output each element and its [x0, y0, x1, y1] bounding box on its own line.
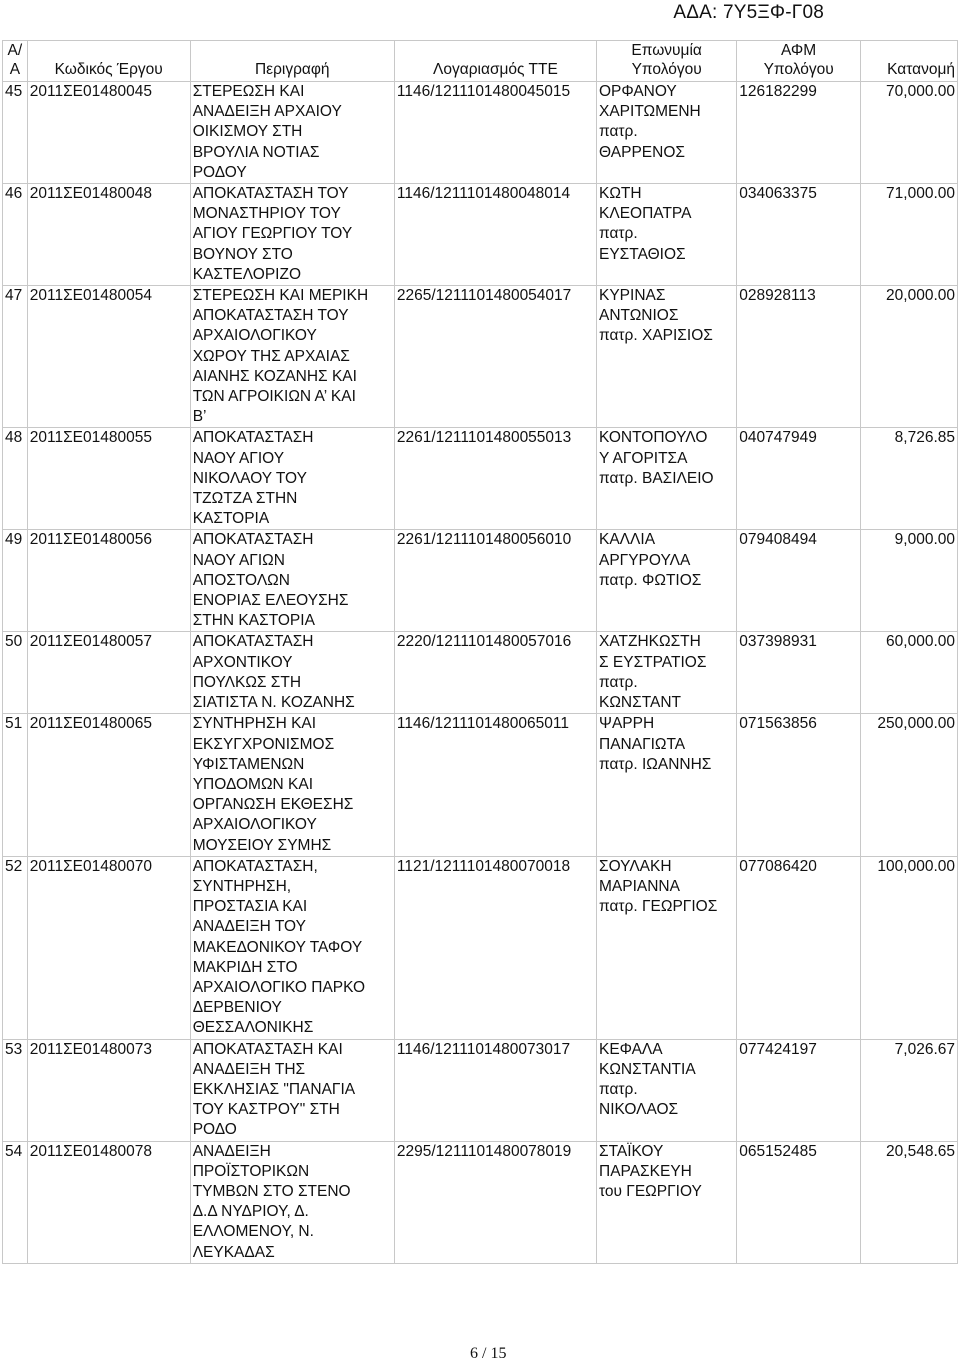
project-description [190, 428, 394, 530]
row-number: 54 [3, 1141, 28, 1263]
accountable-afm: 028928113 [737, 286, 861, 428]
project-description-line: ΘΕΣΣΑΛΟΝΙΚΗΣ [192, 1019, 314, 1037]
accountable-name-line: Υ ΑΓΟΡΙΤΣΑ [599, 449, 688, 467]
header-row [3, 41, 958, 82]
accountable-name-line: πατρ. ΒΑΣΙΛΕΙΟ [599, 469, 714, 487]
project-description-line: ΝΑΟΥ ΑΓΙΟΥ [192, 449, 285, 467]
accountable-name-line: ΚΛΕΟΠΑΤΡΑ [599, 205, 692, 223]
accountable-name-line: του ΓΕΩΡΓΙΟΥ [599, 1182, 702, 1200]
project-description-line: ΟΙΚΙΣΜΟΥ ΣΤΗ [192, 123, 303, 141]
accountable-name-line: ΠΑΝΑΓΙΩΤΑ [599, 735, 686, 753]
project-description-line: ΕΝΟΡΙΑΣ ΕΛΕΟΥΣΗΣ [192, 592, 349, 610]
accountable-name-line: πατρ. [599, 225, 638, 243]
accountable-name-line: πατρ. ΦΩΤΙΟΣ [599, 571, 702, 589]
accountable-afm: 040747949 [737, 428, 861, 530]
project-code: 2011ΣΕ01480057 [27, 632, 190, 714]
project-description-line: ΔΕΡΒΕΝΙΟΥ [192, 999, 282, 1017]
accountable-name [597, 428, 737, 530]
accountable-name-line: ΚΩΤΗ [599, 185, 642, 203]
accountable-name-line: πατρ. [599, 673, 638, 691]
accountable-name-line: πατρ. [599, 123, 638, 141]
project-code: 2011ΣΕ01480054 [27, 286, 190, 428]
accountable-name-line: ΑΝΤΩΝΙΟΣ [599, 307, 679, 325]
project-description-line: ΠΡΟΪΣΤΟΡΙΚΩΝ [192, 1162, 310, 1180]
project-description-line: ΤΟΥ ΚΑΣΤΡΟΥ" ΣΤΗ [192, 1101, 340, 1119]
project-description-line: ΜΟΥΣΕΙΟΥ ΣΥΜΗΣ [192, 836, 332, 854]
accountable-name-line: ΘΑΡΡΕΝΟΣ [599, 143, 685, 161]
project-code: 2011ΣΕ01480048 [27, 184, 190, 286]
accountable-afm: 034063375 [737, 184, 861, 286]
allocation-amount: 250,000.00 [861, 714, 958, 856]
project-description-line: ΑΝΑΔΕΙΞΗ ΤΟΥ [192, 918, 306, 936]
project-description-line: ΑΠΟΚΑΤΑΣΤΑΣΗ ΤΟΥ [192, 185, 349, 203]
accountable-name-line: ΚΑΛΛΙΑ [599, 531, 656, 549]
accountable-name-line: ΧΑΤΖΗΚΩΣΤΗ [599, 633, 701, 651]
project-description-line: ΕΚΚΛΗΣΙΑΣ "ΠΑΝΑΓΙΑ [192, 1080, 356, 1098]
row-number: 48 [3, 428, 28, 530]
accountable-name-line: ΣΟΥΛΑΚΗ [599, 857, 672, 875]
accountable-name-line: ΕΥΣΤΑΘΙΟΣ [599, 245, 686, 263]
accountable-name-line: ΚΩΝΣΤΑΝΤ [599, 694, 682, 712]
table-row [3, 530, 958, 632]
accountable-name-line: ΧΑΡΙΤΩΜΕΝΗ [599, 103, 701, 121]
row-number: 52 [3, 856, 28, 1039]
project-description [190, 1039, 394, 1141]
page-number: 6 / 15 [470, 1345, 507, 1362]
project-description [190, 632, 394, 714]
project-description [190, 1141, 394, 1263]
accountable-name [597, 82, 737, 184]
header-account: Λογαριασμός ΤΤΕ [394, 41, 596, 82]
project-description-line: ΑΠΟΣΤΟΛΩΝ [192, 571, 290, 589]
accountable-name-line: ΚΥΡΙΝΑΣ [599, 287, 666, 305]
project-description [190, 714, 394, 856]
table-row [3, 1039, 958, 1141]
project-description-line: ΕΚΣΥΓΧΡΟΝΙΣΜΟΣ [192, 735, 335, 753]
project-description-line: ΑΠΟΚΑΤΑΣΤΑΣΗ [192, 633, 314, 651]
accountable-name-line: πατρ. ΧΑΡΙΣΙΟΣ [599, 327, 713, 345]
row-number: 46 [3, 184, 28, 286]
row-number: 49 [3, 530, 28, 632]
tte-account: 1146/1211101480048014 [394, 184, 596, 286]
accountable-name [597, 1141, 737, 1263]
accountable-name-line: ΨΑΡΡΗ [599, 715, 655, 733]
accountable-name-line: ΝΙΚΟΛΑΟΣ [599, 1101, 679, 1119]
accountable-afm: 077086420 [737, 856, 861, 1039]
project-description-line: ΣΤΕΡΕΩΣΗ ΚΑΙ [192, 83, 305, 100]
tte-account: 2261/1211101480056010 [394, 530, 596, 632]
row-number: 45 [3, 82, 28, 184]
row-number: 53 [3, 1039, 28, 1141]
table-row [3, 428, 958, 530]
project-code: 2011ΣΕ01480045 [27, 82, 190, 184]
project-description-line: ΑΠΟΚΑΤΑΣΤΑΣΗ [192, 531, 314, 549]
project-description-line: ΕΛΛΟΜΕΝΟΥ, Ν. [192, 1223, 314, 1241]
accountable-name [597, 1039, 737, 1141]
tte-account: 2220/1211101480057016 [394, 632, 596, 714]
project-code: 2011ΣΕ01480070 [27, 856, 190, 1039]
allocation-amount: 20,000.00 [861, 286, 958, 428]
tte-account: 1146/121110148004501​5 [394, 82, 596, 184]
project-description-line: ΑΡΧΑΙΟΛΟΓΙΚΟ ΠΑΡΚΟ [192, 978, 366, 996]
table-row [3, 714, 958, 856]
header-afm [737, 41, 861, 82]
project-code: 2011ΣΕ01480055 [27, 428, 190, 530]
header-name [597, 41, 737, 82]
project-description-line: ΑΠΟΚΑΤΑΣΤΑΣΗ ΤΟΥ [192, 307, 349, 325]
accountable-name [597, 184, 737, 286]
project-description-line: ΚΑΣΤΕΛΟΡΙΖΟ [192, 265, 302, 283]
tte-account: 2261/1211101480055013 [394, 428, 596, 530]
project-description-line: ΝΑΟΥ ΑΓΙΩΝ [192, 551, 285, 569]
project-code: 2011ΣΕ01480078 [27, 1141, 190, 1263]
project-description-line: ΜΑΚΡΙΔΗ ΣΤΟ [192, 958, 298, 976]
project-description-line: ΑΡΧΑΙΟΛΟΓΙΚΟΥ [192, 816, 317, 834]
accountable-name-line: ΚΩΝΣΤΑΝΤΙΑ [599, 1060, 696, 1078]
project-description-line: ΣΤΕΡΕΩΣΗ ΚΑΙ ΜΕΡΙΚΗ [192, 287, 369, 305]
accountable-name-line: ΚΕΦΑΛΑ [599, 1040, 663, 1058]
table-row [3, 1141, 958, 1263]
header-num: Α/Α [3, 41, 28, 82]
accountable-name [597, 856, 737, 1039]
project-description-line: ΑΠΟΚΑΤΑΣΤΑΣΗ ΚΑΙ [192, 1040, 343, 1058]
project-description-line: ΥΠΟΔΟΜΩΝ ΚΑΙ [192, 775, 314, 793]
accountable-afm: 126182299 [737, 82, 861, 184]
accountable-name-line: πατρ. ΓΕΩΡΓΙΟΣ [599, 898, 718, 916]
accountable-name-line: ΚΟΝΤΟΠΟΥΛΟ [599, 429, 708, 447]
project-description-line: ΡΟΔΟ [192, 1121, 237, 1139]
project-description-line: ΜΑΚΕΔΟΝΙΚΟΥ ΤΑΦΟΥ [192, 938, 363, 956]
project-description [190, 184, 394, 286]
project-description-line: ΣΥΝΤΗΡΗΣΗ, [192, 877, 292, 895]
tte-account: 1146/1211101480065011 [394, 714, 596, 856]
allocation-amount: 71,000.00 [861, 184, 958, 286]
accountable-afm: 037398931 [737, 632, 861, 714]
project-code: 2011ΣΕ01480065 [27, 714, 190, 856]
project-description-line: ΧΩΡΟΥ ΤΗΣ ΑΡΧΑΙΑΣ [192, 347, 350, 365]
header-amount: Κατανομή [861, 41, 958, 82]
accountable-name-line: ΑΡΓΥΡΟΥΛΑ [599, 551, 691, 569]
header-name-line2: Υπολόγου [631, 61, 702, 78]
table-row [3, 286, 958, 428]
header-desc: Περιγραφή [190, 41, 394, 82]
tte-account: 2295/1211101480078019 [394, 1141, 596, 1263]
header-afm-line2: Υπολόγου [763, 61, 834, 78]
project-description-line: ΒΡΟΥΛΙΑ ΝΟΤΙΑΣ [192, 143, 320, 161]
allocation-amount: 7,026.67 [861, 1039, 958, 1141]
project-description-line: ΚΑΣΤΟΡΙΑ [192, 510, 270, 528]
accountable-name [597, 714, 737, 856]
allocation-amount: 20,548.65 [861, 1141, 958, 1263]
project-description [190, 530, 394, 632]
allocation-amount: 70,000.00 [861, 82, 958, 184]
row-number: 50 [3, 632, 28, 714]
table-row [3, 184, 958, 286]
project-description-line: ΑΝΑΔΕΙΞΗ ΤΗΣ [192, 1060, 306, 1078]
project-description [190, 856, 394, 1039]
project-description-line: ΝΙΚΟΛΑΟΥ ΤΟΥ [192, 469, 307, 487]
accountable-afm: 065152485 [737, 1141, 861, 1263]
project-description-line: ΒΟΥΝΟΥ ΣΤΟ [192, 245, 293, 263]
table-row [3, 632, 958, 714]
project-description-line: ΑΝΑΔΕΙΞΗ ΑΡΧΑΙΟΥ [192, 103, 342, 121]
project-description [190, 286, 394, 428]
accountable-name [597, 632, 737, 714]
project-description-line: ΛΕΥΚΑΔΑΣ [192, 1243, 275, 1261]
tte-account: 1146/1211101480073017 [394, 1039, 596, 1141]
allocation-amount: 100,000.00 [861, 856, 958, 1039]
project-description-line: ΑΝΑΔΕΙΞΗ [192, 1142, 271, 1160]
allocation-amount: 60,000.00 [861, 632, 958, 714]
accountable-name-line: πατρ. [599, 1080, 638, 1098]
project-description-line: ΡΟΔΟΥ [192, 163, 247, 181]
project-description-line: ΣΤΗΝ ΚΑΣΤΟΡΙΑ [192, 612, 315, 630]
header-code: Κωδικός Έργου [27, 41, 190, 82]
project-description-line: ΑΡΧΟΝΤΙΚΟΥ [192, 653, 293, 671]
project-description-line: ΑΠΟΚΑΤΑΣΤΑΣΗ [192, 429, 314, 447]
accountable-name-line: ΠΑΡΑΣΚΕΥΗ [599, 1162, 692, 1180]
header-afm-line1: ΑΦΜ [781, 42, 817, 59]
accountable-afm: 079408494 [737, 530, 861, 632]
accountable-name [597, 286, 737, 428]
allocation-table [2, 40, 958, 1264]
project-description-line: ΑΓΙΟΥ ΓΕΩΡΓΙΟΥ ΤΟΥ [192, 225, 353, 243]
project-code: 2011ΣΕ01480073 [27, 1039, 190, 1141]
project-description-line: ΤΩΝ ΑΓΡΟΙΚΙΩΝ Α’ ΚΑΙ [192, 388, 356, 406]
table-row [3, 856, 958, 1039]
project-description-line: ΤΖΩΤΖΑ ΣΤΗΝ [192, 490, 298, 508]
project-description-line: Δ.Δ ΝΥΔΡΙΟΥ, Δ. [192, 1203, 309, 1221]
row-number: 51 [3, 714, 28, 856]
accountable-name-line: ΣΤΑΪΚΟΥ [599, 1142, 664, 1160]
project-description-line: ΠΟΥΛΚΩΣ ΣΤΗ [192, 673, 302, 691]
allocation-amount: 8,726.85 [861, 428, 958, 530]
tte-account: 2265/1211101480054017 [394, 286, 596, 428]
project-description-line: ΑΠΟΚΑΤΑΣΤΑΣΗ, [192, 857, 318, 875]
project-description-line: Β’ [192, 408, 207, 426]
row-number: 47 [3, 286, 28, 428]
allocation-amount: 9,000.00 [861, 530, 958, 632]
header-name-line1: Επωνυμία [631, 42, 702, 59]
accountable-afm: 077424197 [737, 1039, 861, 1141]
accountable-name-line: ΜΑΡΙΑΝΝΑ [599, 877, 680, 895]
project-description-line: ΑΙΑΝΗΣ ΚΟΖΑΝΗΣ ΚΑΙ [192, 367, 357, 385]
accountable-name-line: πατρ. ΙΩΑΝΝΗΣ [599, 755, 712, 773]
accountable-name-line: ΟΡΦΑΝΟΥ [599, 83, 677, 100]
project-description-line: ΤΥΜΒΩΝ ΣΤΟ ΣΤΕΝΟ [192, 1182, 351, 1200]
project-description-line: ΥΦΙΣΤΑΜΕΝΩΝ [192, 755, 305, 773]
project-code: 2011ΣΕ01480056 [27, 530, 190, 632]
project-description-line: ΣΙΑΤΙΣΤΑ Ν. ΚΟΖΑΝΗΣ [192, 694, 355, 712]
project-description-line: ΣΥΝΤΗΡΗΣΗ ΚΑΙ [192, 715, 317, 733]
accountable-name-line: Σ ΕΥΣΤΡΑΤΙΟΣ [599, 653, 707, 671]
accountable-name [597, 530, 737, 632]
project-description-line: ΜΟΝΑΣΤΗΡΙΟΥ ΤΟΥ [192, 205, 341, 223]
tte-account: 1121/1211101480070018 [394, 856, 596, 1039]
accountable-afm: 071563856 [737, 714, 861, 856]
project-description-line: ΑΡΧΑΙΟΛΟΓΙΚΟΥ [192, 327, 317, 345]
table-row [3, 82, 958, 184]
project-description-line: ΟΡΓΑΝΩΣΗ ΕΚΘΕΣΗΣ [192, 796, 354, 814]
ada-code: ΑΔΑ: 7Υ5ΞΦ-Γ08 [673, 2, 824, 23]
project-description [190, 82, 394, 184]
project-description-line: ΠΡΟΣΤΑΣΙΑ ΚΑΙ [192, 898, 308, 916]
